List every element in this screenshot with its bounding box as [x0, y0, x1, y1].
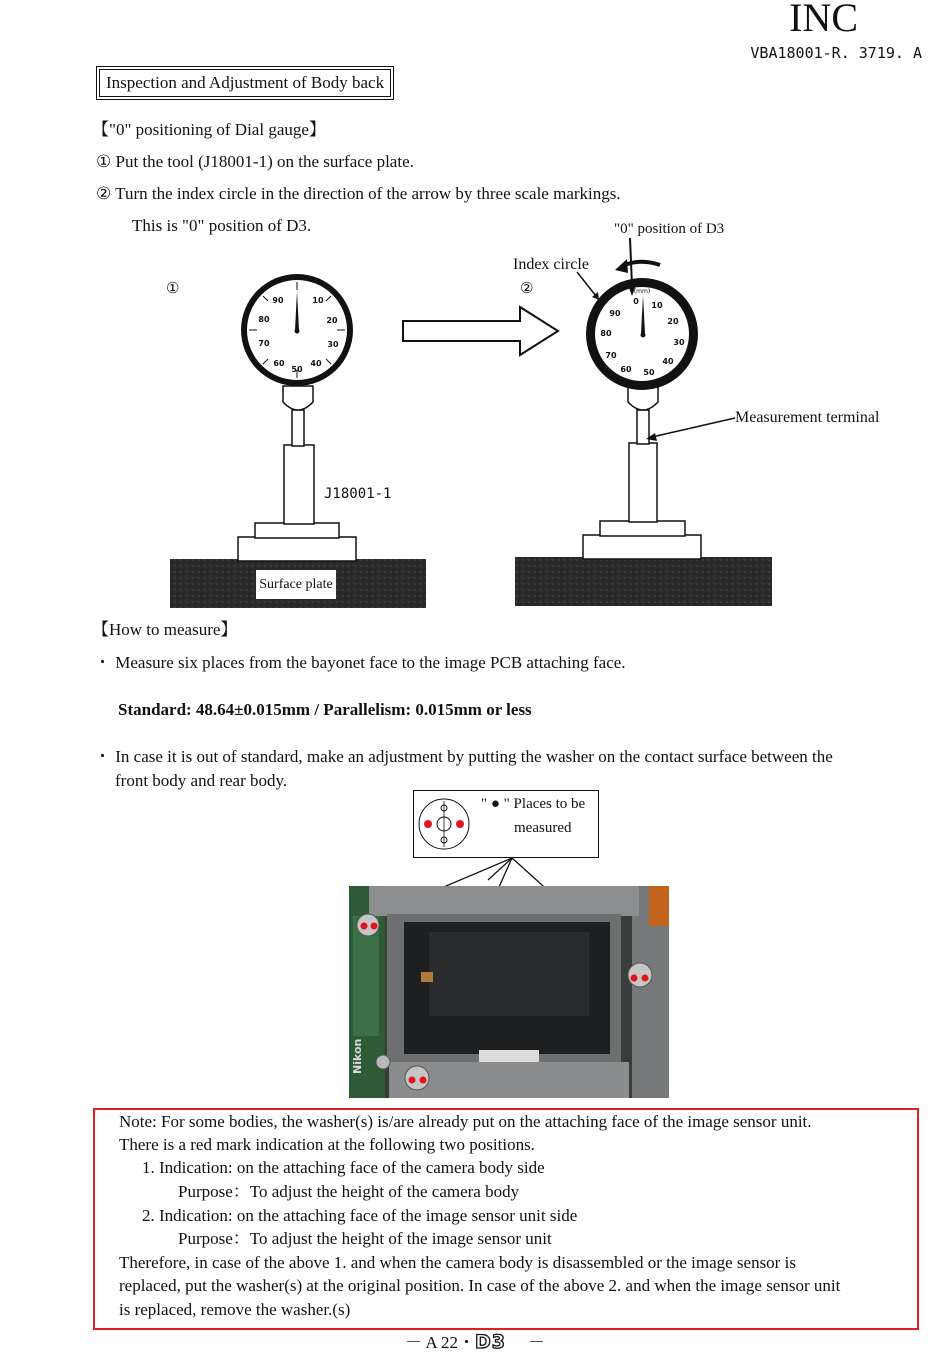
measure-bullet-2-line1: ・ In case it is out of standard, make an adjustment by putting the washer on the contact surface between the: [94, 747, 833, 766]
left-dial-number: 60: [273, 359, 285, 368]
right-dial-number: 0: [633, 297, 639, 306]
rotation-arrow: [622, 262, 660, 266]
measure-bullet-1: ・ Measure six places from the bayonet face to the image PCB attaching face.: [94, 653, 626, 672]
step-2-text: ② Turn the index circle in the direction of the arrow by three scale markings.: [96, 184, 621, 203]
left-dial-number: 10: [312, 296, 324, 305]
right-dial-number: 60: [620, 365, 632, 374]
right-dial-number: 10: [651, 301, 663, 310]
note-line-9: is replaced, remove the washer.(s): [119, 1300, 351, 1319]
measure-bullet-2-line2: front body and rear body.: [115, 771, 288, 790]
step-1-text: ① Put the tool (J18001-1) on the surface plate.: [96, 152, 414, 171]
left-tool-column: [284, 445, 314, 524]
note-box: [93, 1108, 919, 1330]
measurement-screw-1: [357, 914, 379, 936]
zero-positioning-heading: 【"0" positioning of Dial gauge】: [92, 120, 326, 139]
left-dial-number: 30: [327, 340, 339, 349]
measurement-screw-4: [376, 1055, 390, 1069]
note-line-4: Purpose：To adjust the height of the camera body: [178, 1182, 520, 1201]
measurement-screw-3: [405, 1066, 429, 1090]
legend-text-line2: measured: [514, 820, 572, 836]
legend-diagram-icon: [417, 795, 473, 853]
left-dial-number: 70: [258, 339, 270, 348]
measurement-screw-2: [628, 963, 652, 987]
footer-suffix: －: [527, 1333, 545, 1352]
note-line-6: Purpose：To adjust the height of the image sensor unit: [178, 1229, 552, 1248]
note-line-5: 2. Indication: on the attaching face of the image sensor unit side: [142, 1206, 578, 1225]
zero-position-label: "0" position of D3: [614, 221, 725, 237]
footer-model-name: D3: [474, 1331, 506, 1353]
dial-unit-mark: (mm): [633, 288, 651, 295]
right-dial-number: 80: [600, 329, 612, 338]
tool-label: J18001-1: [324, 486, 392, 502]
note-line-8: replaced, put the washer(s) at the original position. In case of the above 2. and when the image sensor unit: [119, 1276, 841, 1295]
surface-plate-label: Surface plate: [259, 577, 333, 592]
header-brand: INC: [789, 0, 858, 40]
standard-spec: Standard: 48.64±0.015mm / Parallelism: 0.015mm or less: [118, 700, 532, 719]
measurement-terminal-label: Measurement terminal: [735, 409, 880, 426]
left-dial-number: 90: [272, 296, 284, 305]
left-dial-number: 40: [310, 359, 322, 368]
note-line-1: Note: For some bodies, the washer(s) is/are already put on the attaching face of the image sensor unit.: [119, 1112, 812, 1131]
note-line-7: Therefore, in case of the above 1. and when the camera body is disassembled or the image sensor is: [119, 1253, 796, 1272]
right-dial-number: 30: [673, 338, 685, 347]
right-tool-column: [629, 443, 657, 522]
how-to-measure-heading: 【How to measure】: [92, 620, 238, 639]
dial-gauge-figure: [0, 0, 950, 620]
right-dial-number: 20: [667, 317, 679, 326]
legend-text-line1: " ● " Places to be: [481, 796, 586, 812]
right-dial-number: 70: [605, 351, 617, 360]
document-code: VBA18001-R. 3719. A: [750, 44, 922, 62]
figure-marker-2: ②: [520, 279, 534, 297]
photo-brand-text: Nikon: [351, 1038, 364, 1074]
step-2-subtext: This is "0" position of D3.: [132, 216, 312, 235]
note-line-3: 1. Indication: on the attaching face of the camera body side: [142, 1158, 545, 1177]
direction-arrow: [403, 307, 558, 355]
right-dial-number: 90: [609, 309, 621, 318]
left-dial-number: 50: [291, 365, 303, 374]
note-line-2: There is a red mark indication at the following two positions.: [119, 1135, 535, 1154]
right-surface-plate: [515, 557, 772, 606]
page-footer: [0, 1331, 950, 1354]
left-dial-gauge: [170, 274, 426, 608]
index-circle-label: Index circle: [513, 256, 589, 273]
camera-body-photo: [349, 886, 669, 1098]
figure-marker-1: ①: [166, 279, 180, 297]
footer-page-number: － A 22・: [405, 1333, 475, 1352]
right-dial-number: 50: [643, 368, 655, 377]
page-title: Inspection and Adjustment of Body back: [99, 69, 391, 97]
left-dial-number: 20: [326, 316, 338, 325]
left-dial-number: 80: [258, 315, 270, 324]
measurement-legend: [413, 790, 599, 858]
right-dial-number: 40: [662, 357, 674, 366]
